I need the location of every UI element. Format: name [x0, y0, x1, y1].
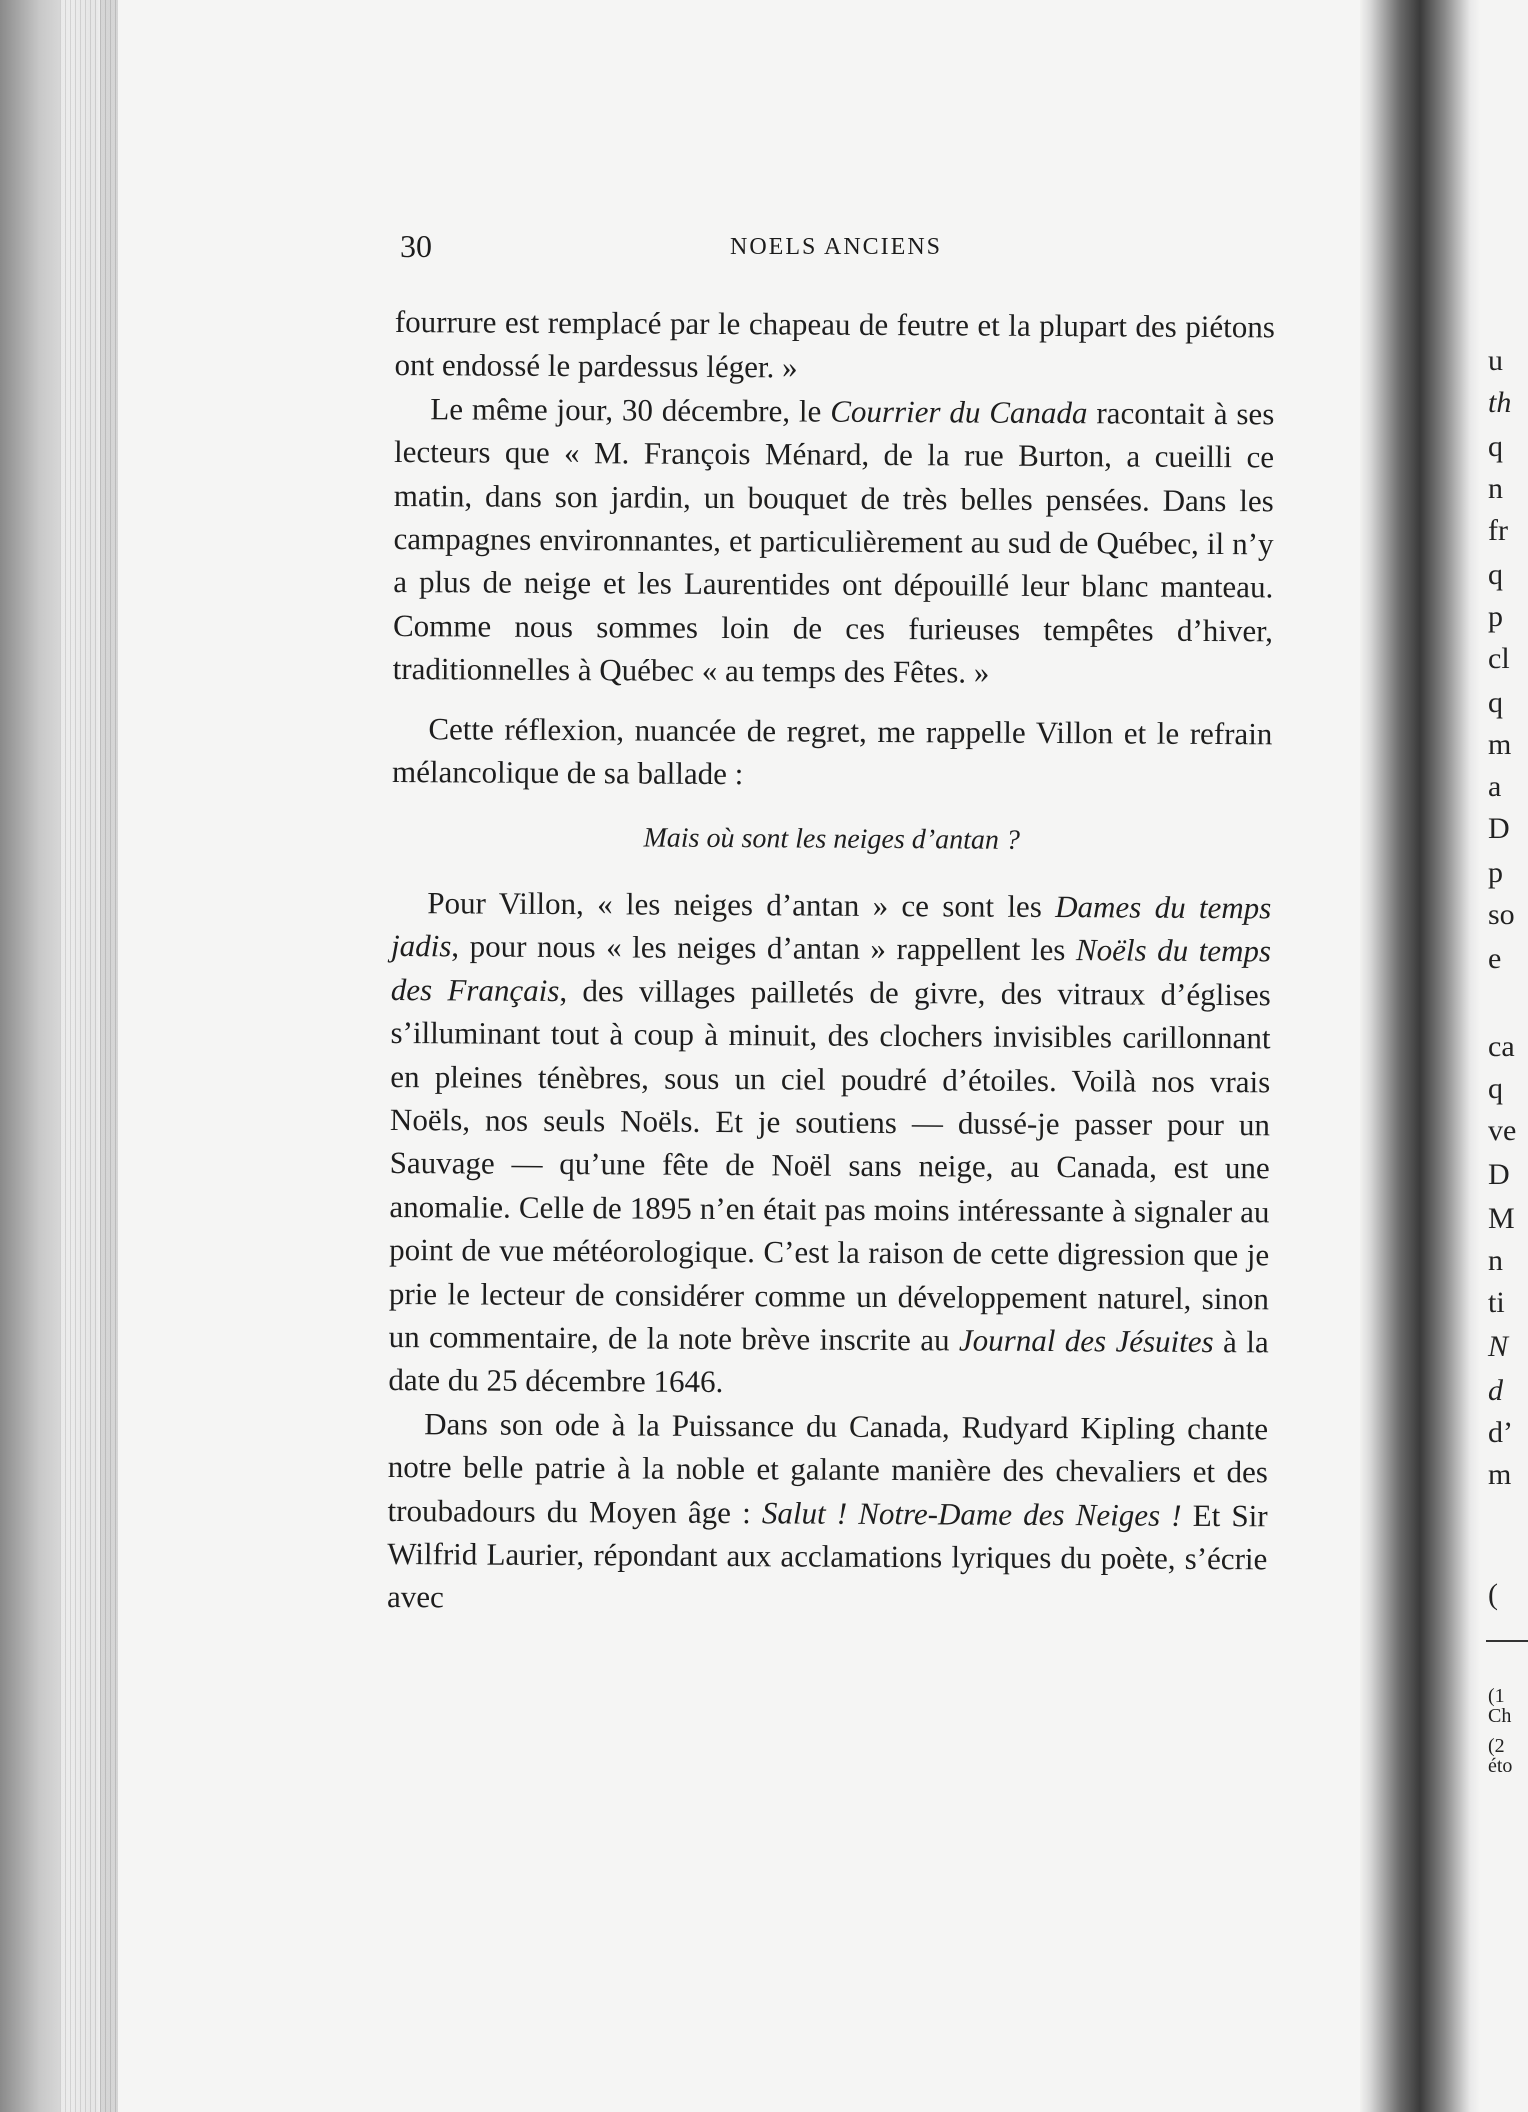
facing-page-fragment: ca — [1488, 1030, 1515, 1063]
facing-page-fragment: N — [1488, 1330, 1509, 1363]
facing-page-fragment: d’ — [1488, 1416, 1513, 1449]
paragraph-5-start: Dans son ode à la Puissance du Canada, Rudyard Kipling chante notre belle patrie à la noble et galante manière des chevaliers et des troubadours du Moyen âge : — [387, 1405, 1269, 1530]
facing-page-fragment: Ch — [1488, 1705, 1512, 1727]
paragraph-4-start: Pour Villon, « les neiges d’antan » ce sont les — [427, 885, 1056, 924]
facing-page-fragment: q — [1488, 686, 1503, 719]
salut-notre-dame-des-neiges: Salut ! Notre-Dame des Neiges ! — [761, 1494, 1182, 1533]
facing-page-fragment: u — [1488, 344, 1503, 377]
facing-page-fragment: m — [1488, 1458, 1512, 1491]
paragraph-4-end: à la date du 25 décembre 1646. — [388, 1323, 1269, 1400]
body-text — [387, 300, 1275, 1624]
book-gutter — [1360, 0, 1480, 2112]
facing-page-fragment: m — [1488, 728, 1512, 761]
facing-page-fragment: q — [1488, 558, 1503, 591]
running-head — [400, 228, 1280, 268]
page-stack-edges — [60, 0, 120, 2112]
facing-page-fragment: p — [1488, 600, 1503, 633]
footnote-rule — [1486, 1640, 1528, 1642]
facing-page-fragment: fr — [1488, 514, 1508, 547]
paragraph-2-rest: racontait à ses lecteurs que « M. François Ménard, de la rue Burton, a cueilli ce matin, dans son jardin, un bouquet de très belles pensées. Dans les campagnes environnantes, et particulièrement au sud de Québec, il n’y a plus de neige et les Laurentides ont dépouillé leur blanc manteau. Comme nous sommes loin de ces furieuses tempêtes d’hiver, traditionnelles à Québec « au temps des Fêtes. » — [392, 395, 1275, 690]
facing-page-fragment: p — [1488, 856, 1503, 889]
facing-page-fragment: ti — [1488, 1286, 1505, 1319]
journal-des-jesuites: Journal des Jésuites — [958, 1322, 1214, 1359]
facing-page-fragment: th — [1488, 386, 1512, 419]
facing-page-fragment: D — [1488, 1158, 1510, 1191]
running-title: NOELS ANCIENS — [730, 234, 943, 260]
facing-page — [1480, 0, 1528, 2112]
paragraph-5 — [387, 1402, 1268, 1624]
facing-page-fragment: D — [1488, 812, 1510, 845]
facing-page-fragment: M — [1488, 1202, 1515, 1235]
facing-page-fragment: a — [1488, 770, 1502, 803]
facing-page-fragment: (1 — [1488, 1685, 1505, 1707]
paragraph-4-part-3: , des villages pailletés de givre, des vitraux d’églises s’illuminant tout à coup à minuit, des clochers invisibles carillonnant en pleines ténèbres, sous un ciel poudré d’étoiles. Voilà nos vrais Noëls, nos seuls Noëls. Et je soutiens — dussé-je passer pour un Sauvage — qu’une fête de Noël sans neige, au Canada, est une anomalie. Celle de 1895 n’en était pas moins intéressante à signaler au point de vue météorologique. C’est la raison de cette digression que je prie le lecteur de considérer comme un développement naturel, sinon un commentaire, de la note brève inscrite au — [388, 972, 1271, 1358]
paragraph-1: fourrure est remplacé par le chapeau de feutre et la plupart des piétons ont endossé le pardessus léger. » — [394, 303, 1275, 385]
villon-verse: Mais où sont les neiges d’antan ? — [643, 822, 1021, 857]
facing-page-fragment: so — [1488, 898, 1515, 931]
facing-page-fragment: n — [1488, 1244, 1503, 1277]
paragraph-3: Cette réflexion, nuancée de regret, me rappelle Villon et le refrain mélancolique de sa ballade : — [392, 710, 1273, 792]
facing-page-fragment: cl — [1488, 642, 1510, 675]
paragraph-2-start: Le même jour, 30 décembre, le — [430, 391, 831, 429]
dames-du-temps-jadis: Dames du temps jadis — [390, 888, 1272, 964]
paragraph-4 — [388, 881, 1271, 1407]
courrier-du-canada-title: Courrier du Canada — [830, 393, 1088, 431]
paragraph-4-part-2: , pour nous « les neiges d’antan » rappellent les — [451, 928, 1077, 968]
paragraph-2 — [393, 387, 1275, 696]
page-number: 30 — [400, 228, 432, 264]
facing-page-fragment: (2 — [1488, 1735, 1505, 1757]
facing-page-fragment: ( — [1488, 1578, 1498, 1611]
facing-page-fragment: éto — [1488, 1755, 1513, 1777]
facing-page-fragment: e — [1488, 942, 1502, 975]
facing-page-fragment: ve — [1488, 1114, 1517, 1147]
paragraph-5-end: Et Sir Wilfrid Laurier, répondant aux acclamations lyriques du poète, s’écrie avec — [386, 1497, 1268, 1615]
facing-page-fragment: n — [1488, 472, 1503, 505]
facing-page-fragment: d — [1488, 1374, 1503, 1407]
facing-page-fragment: q — [1488, 1072, 1503, 1105]
noels-du-temps-des-francais: Noëls du temps des Français — [390, 932, 1272, 1008]
facing-page-fragment: q — [1488, 430, 1503, 463]
